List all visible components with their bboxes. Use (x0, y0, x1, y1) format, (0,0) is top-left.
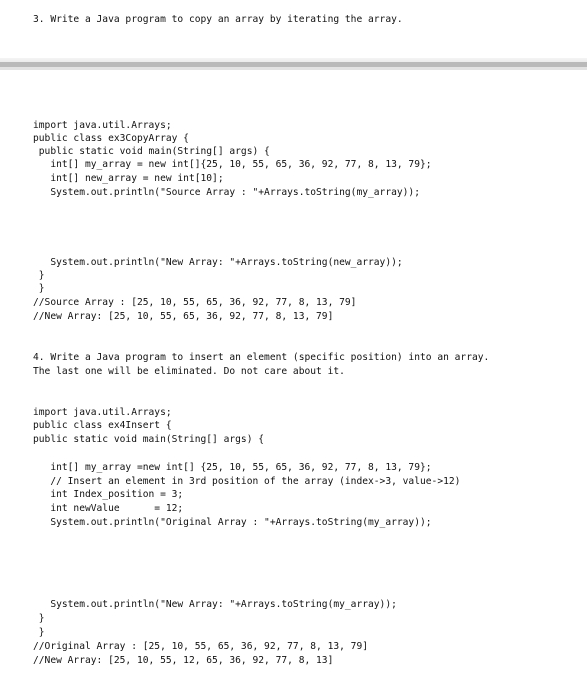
code-line: public class ex4Insert { (33, 420, 172, 431)
code-line: int newValue = 12; (33, 503, 184, 514)
question-3-card (0, 0, 587, 58)
code-line: System.out.println("New Array: "+Arrays.toString(new_array)); (33, 257, 403, 268)
question-4-prompt-line-1: 4. Write a Java program to insert an element (specific position) into an array. (33, 352, 490, 363)
page-separator-highlight (0, 67, 587, 70)
code-line: int[] my_array = new int[]{25, 10, 55, 65, 36, 92, 77, 8, 13, 79}; (33, 159, 432, 170)
question-3-prompt: 3. Write a Java program to copy an array by iterating the array. (33, 14, 403, 25)
code-line: int Index_position = 3; (33, 489, 184, 500)
code-line: System.out.println("Original Array : "+Arrays.toString(my_array)); (33, 517, 432, 528)
code-comment: // Insert an element in 3rd position of the array (index->3, value->12) (33, 476, 461, 487)
code-line: } (33, 627, 45, 638)
code-line: System.out.println("New Array: "+Arrays.toString(my_array)); (33, 599, 397, 610)
code-line: public static void main(String[] args) { (33, 146, 270, 157)
code-line: } (33, 613, 45, 624)
code-line: import java.util.Arrays; (33, 407, 172, 418)
code-line: int[] my_array =new int[] {25, 10, 55, 65, 36, 92, 77, 8, 13, 79}; (33, 462, 432, 473)
code-line: int[] new_array = new int[10]; (33, 173, 224, 184)
code-line: System.out.println("Source Array : "+Arrays.toString(my_array)); (33, 187, 420, 198)
output-comment: //Source Array : [25, 10, 55, 65, 36, 92, 77, 8, 13, 79] (33, 297, 357, 308)
output-comment: //Original Array : [25, 10, 55, 65, 36, 92, 77, 8, 13, 79] (33, 641, 369, 652)
output-comment: //New Array: [25, 10, 55, 12, 65, 36, 92, 77, 8, 13] (33, 655, 334, 666)
output-comment: //New Array: [25, 10, 55, 65, 36, 92, 77, 8, 13, 79] (33, 311, 334, 322)
code-line: } (33, 270, 45, 281)
code-line: public static void main(String[] args) { (33, 434, 265, 445)
question-4-prompt-line-2: The last one will be eliminated. Do not care about it. (33, 366, 345, 377)
code-line: public class ex3CopyArray { (33, 133, 189, 144)
code-line: import java.util.Arrays; (33, 120, 172, 131)
code-line: } (33, 283, 45, 294)
